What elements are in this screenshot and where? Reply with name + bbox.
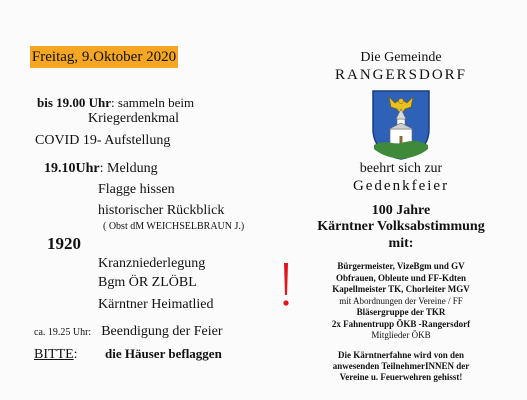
memorial-text: Kriegerdenkmal <box>88 111 179 126</box>
participant-item: Bürgermeister, VizeBgm und GV <box>337 261 465 271</box>
request-line <box>34 346 222 363</box>
plebiscite-heading: Kärntner Volksabstimmung <box>317 219 485 234</box>
participant-list <box>285 261 517 342</box>
anniversary-heading: 100 Jahre <box>371 203 431 218</box>
coat-of-arms-icon <box>371 89 431 161</box>
speaker-note: ( Obst dM WEICHSELBRAUN J.) <box>103 221 245 232</box>
invitation-line: beehrt sich zur <box>359 161 443 176</box>
flag-note-line: Die Kärntnerfahne wird von den <box>338 350 464 360</box>
end-time: ca. 19.25 Uhr: <box>34 327 92 338</box>
participant-item: Obfrauen, Obleute und FF-Kdten <box>335 272 466 283</box>
participant-item: Bläsergruppe der TKR <box>356 307 446 317</box>
municipality-heading: Die Gemeinde <box>360 50 442 65</box>
report-text: : Meldung <box>99 161 158 176</box>
covid-line: COVID 19- Aufstellung <box>35 133 171 148</box>
flag-note-line: Vereine u. Feuerwehren gehisst! <box>339 372 463 382</box>
retrospective-line: historischer Rückblick <box>98 203 225 218</box>
date-banner: Freitag, 9.Oktober 2020 <box>30 46 178 68</box>
year-1920: 1920 <box>47 234 81 253</box>
gathering-text: : sammeln beim <box>111 95 195 110</box>
participant-item: Mitglieder ÖKB <box>371 330 431 340</box>
request-colon: : <box>73 347 78 362</box>
gathering-line <box>37 95 194 111</box>
participant-item: 2x Fahnentrupp ÖKB -Rangersdorf <box>331 318 471 329</box>
exclamation-icon <box>283 263 289 307</box>
town-name: RANGERSDORF <box>334 67 468 83</box>
request-label: BITTE <box>34 347 74 362</box>
gathering-time: bis 19.00 Uhr <box>37 95 112 110</box>
report-time: 19.10Uhr <box>44 161 100 176</box>
report-line <box>44 161 158 177</box>
ceremony-title: Gedenkfeier <box>352 178 450 194</box>
flag-note <box>285 350 517 383</box>
flag-line: Flagge hissen <box>98 182 175 197</box>
with-label: mit: <box>388 236 414 251</box>
participant-item: mit Abordnungen der Vereine / FF <box>339 295 463 306</box>
mayor-line: Bgm ÖR ZLÖBL <box>98 275 197 290</box>
end-line <box>34 322 223 340</box>
flag-note-line: anwesenden TeilnehmerINNEN der <box>332 361 470 371</box>
anthem-line: Kärntner Heimatlied <box>98 297 214 312</box>
request-text: die Häuser beflaggen <box>105 346 222 361</box>
participant-item: Kapellmeister TK, Chorleiter MGV <box>332 284 470 294</box>
end-text: Beendigung der Feier <box>101 324 223 339</box>
wreath-line: Kranzniederlegung <box>98 256 206 271</box>
